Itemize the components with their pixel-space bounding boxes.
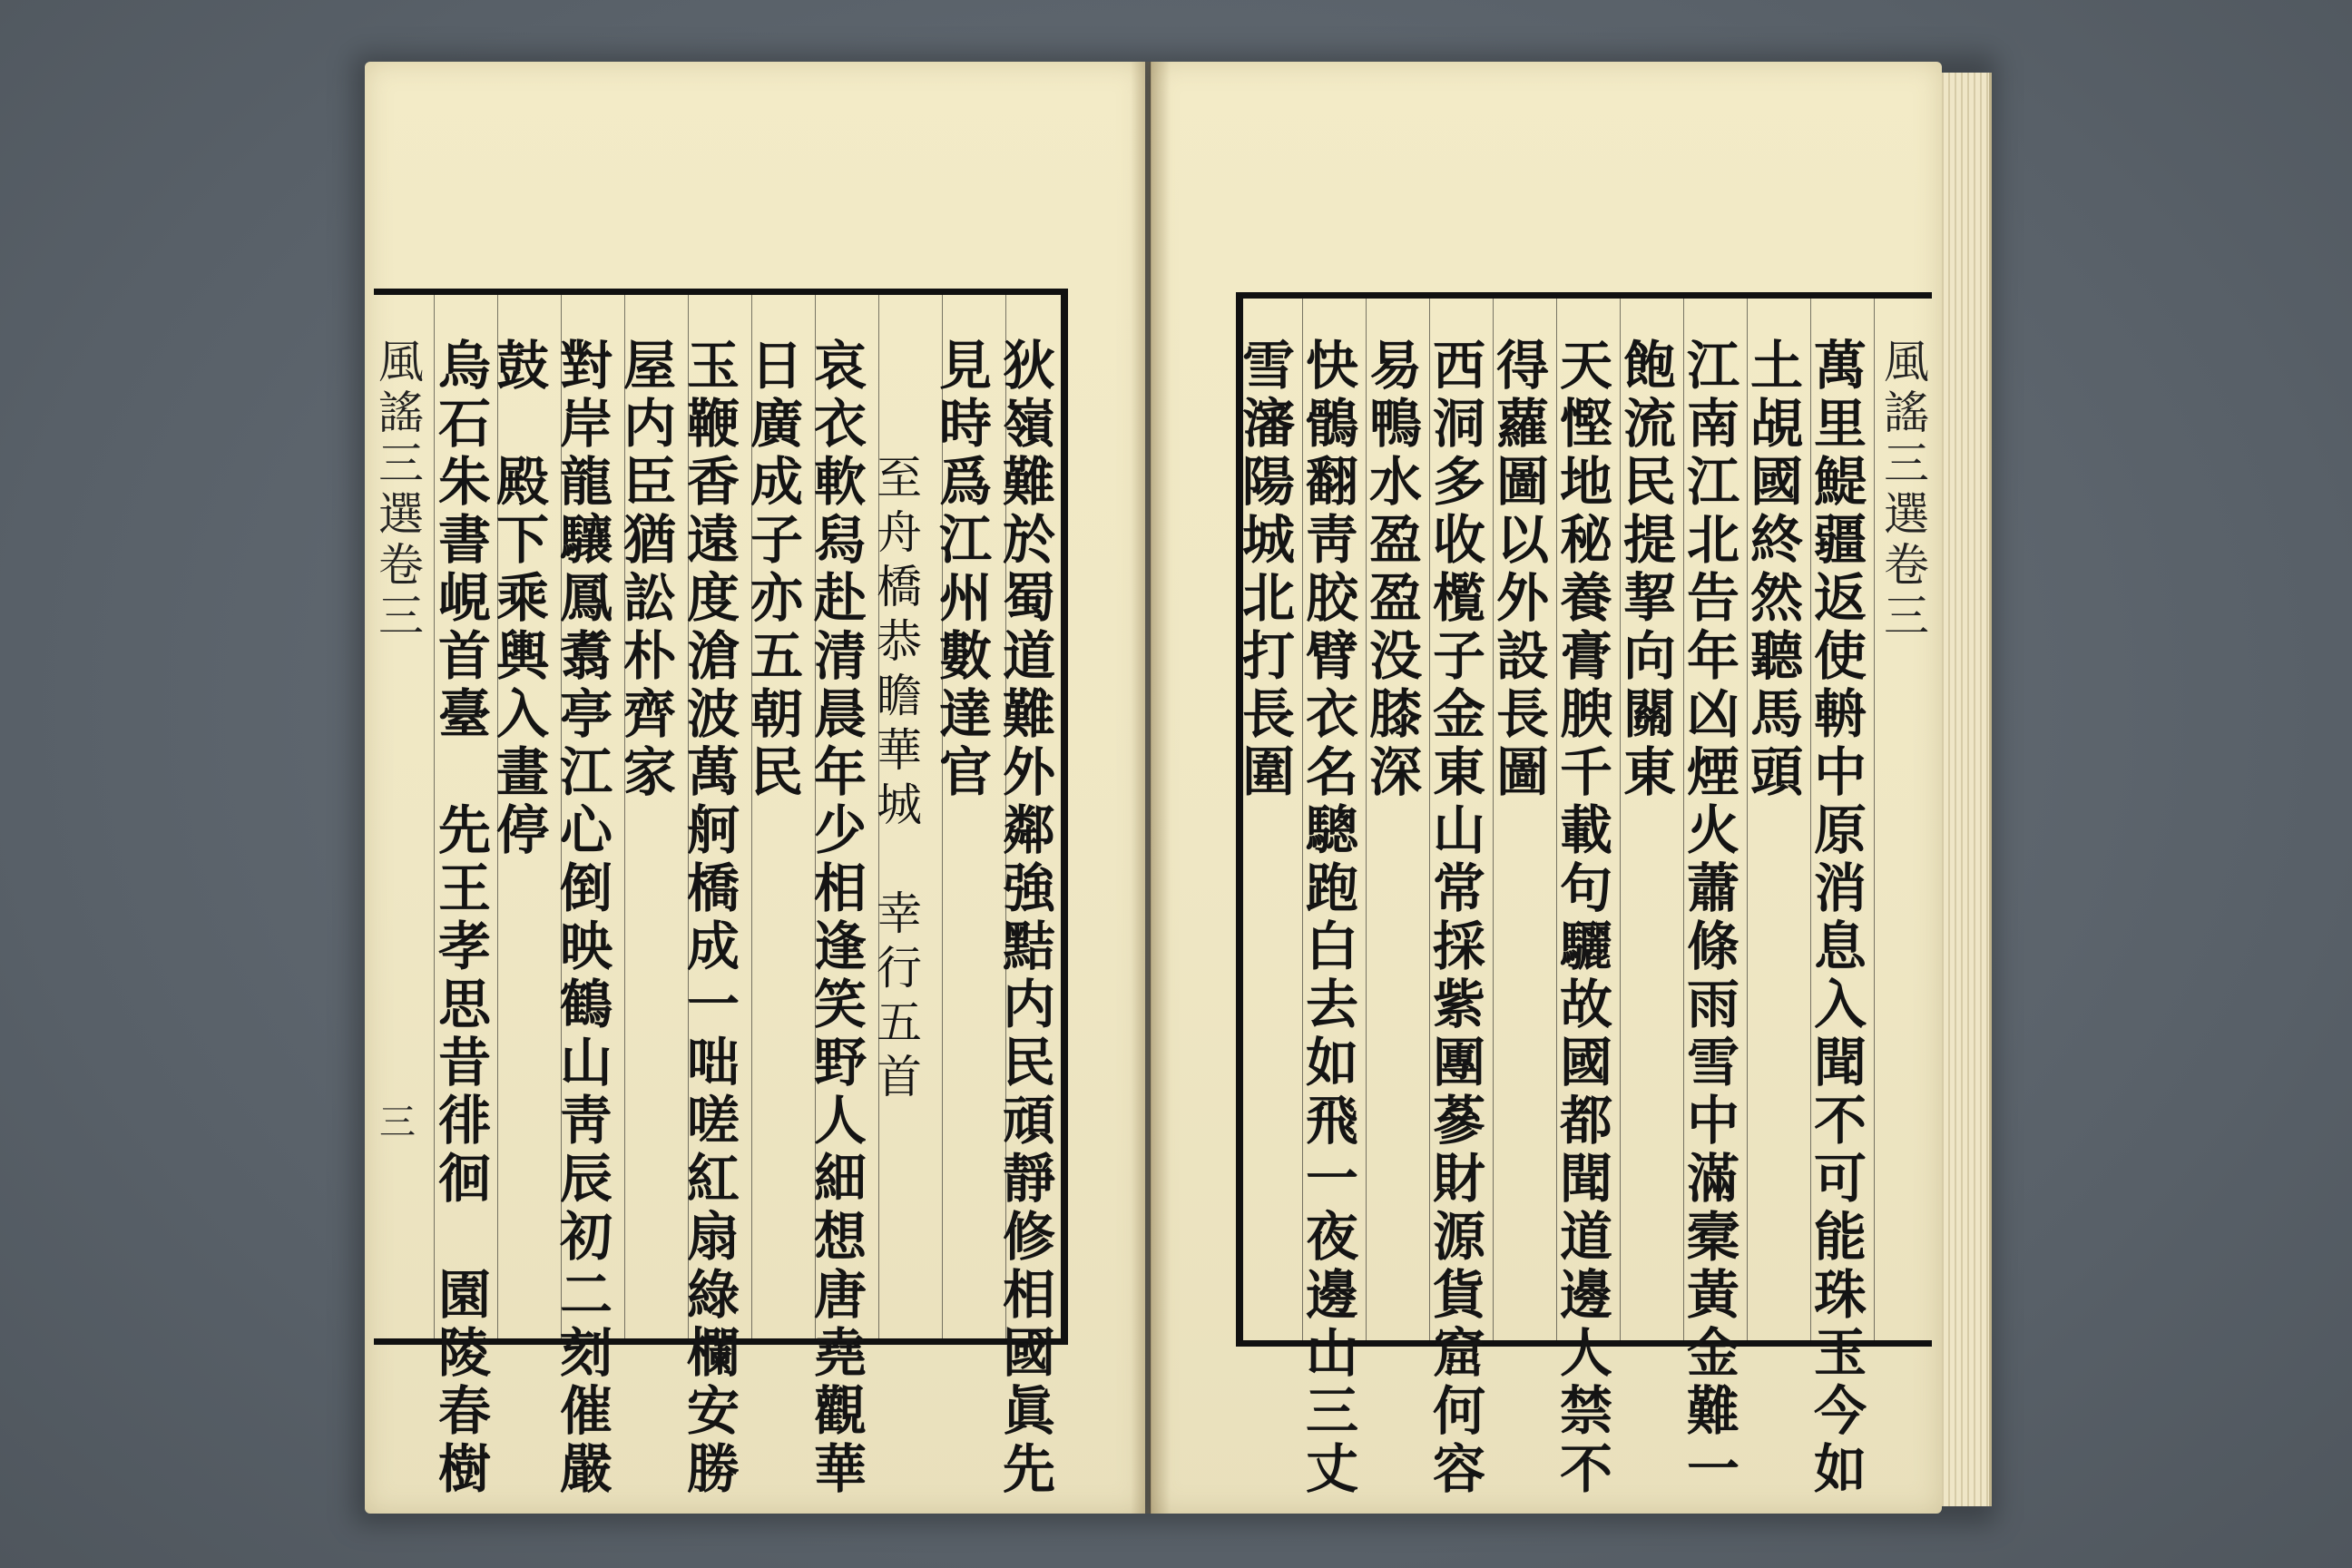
left-column-10: 烏石朱書峴首臺 先王孝思昔徘徊 園陵春樹 xyxy=(429,338,491,1499)
left-page-number: 三 xyxy=(379,1102,416,1143)
left-column-2: 見時爲江州數達官 xyxy=(930,338,992,802)
left-column-9: 鼓 殿下乘輿入畫停 xyxy=(487,338,549,860)
frame-rule xyxy=(1061,295,1063,1338)
left-column-3: 至舟橋恭瞻華城 幸行五首 xyxy=(869,454,922,1107)
right-margin-title: 風謠三選卷三 xyxy=(1877,338,1929,642)
column-rule xyxy=(1874,299,1875,1340)
right-column-8: 易鴨水盈盈没膝深 xyxy=(1360,338,1422,802)
book-gutter xyxy=(1131,62,1171,1514)
right-column-4: 飽流民提挈向關東 xyxy=(1614,338,1676,802)
left-column-6: 玉鞭香遠度滄波萬舸橋成一咄嗟紅扇綠欄安勝 xyxy=(678,338,740,1499)
left-column-7: 屋内臣猶訟朴齊家 xyxy=(614,338,676,802)
right-column-7: 西洞多收㰖子金東山常採紫團蔘財源貨窟何容 xyxy=(1424,338,1485,1499)
right-column-2: 土覘國終然聽馬頭 xyxy=(1741,338,1803,802)
right-column-9: 快鶻翻靑胶臂衣名驄跑白去如飛一夜邊山三丈 xyxy=(1297,338,1358,1499)
left-column-5: 日廣成子亦五朝民 xyxy=(741,338,803,802)
right-column-6: 得蘿圖以外設長圖 xyxy=(1487,338,1549,802)
right-column-5: 天慳地秘養膏腴千載句驪故國都聞道邊人禁不 xyxy=(1551,338,1612,1499)
left-column-8: 對岸龍驤鳳翥亭江心倒映鶴山靑辰初二刻催嚴 xyxy=(551,338,612,1499)
right-column-1: 萬里鯷疆返使輈中原消息入聞不可能珠玉今如 xyxy=(1805,338,1867,1499)
left-margin-title: 風謠三選卷三 xyxy=(371,338,424,642)
left-column-4: 哀衣軟舄赴清晨年少相逢笑野人細想唐堯觀華 xyxy=(805,338,867,1499)
left-column-1: 狄嶺難於蜀道難外鄰強黠内民頑靜修相國眞先 xyxy=(994,338,1055,1499)
right-column-10: 雪瀋陽城北打長圍 xyxy=(1233,338,1295,802)
right-column-3: 江南江北告年凶煙火蕭條雨雪中滿槖黃金難一 xyxy=(1678,338,1740,1499)
